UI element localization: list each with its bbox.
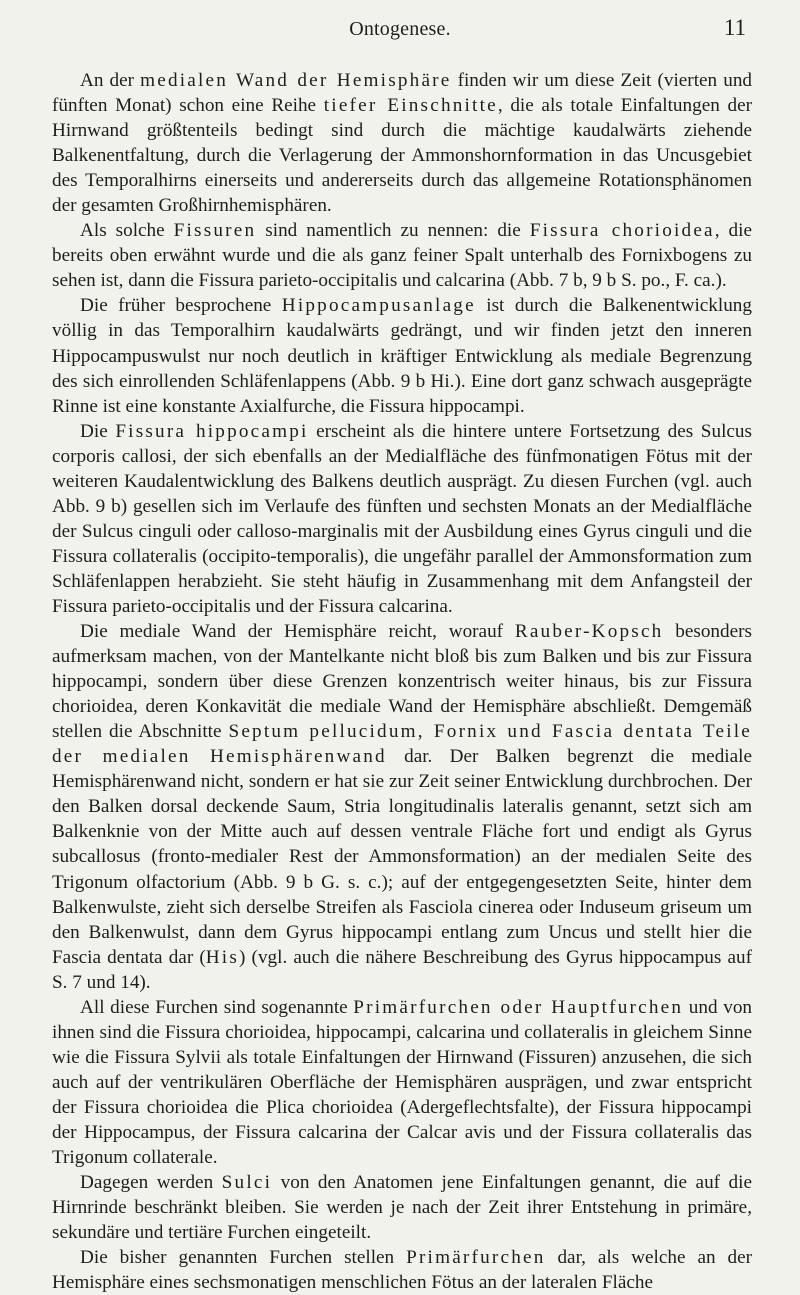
spaced-emphasis: Septum pellucidum, Fornix und Fascia dentata Teile der medialen Hemisphärenwand	[52, 721, 752, 768]
paragraph	[52, 218, 752, 293]
text-run: Die früher besprochene	[80, 295, 282, 317]
paragraph	[52, 995, 752, 1170]
text-run: besonders aufmerksam machen, von der Mantelkante nicht bloß bis zum Balken und bis zur Fissura hippocampi, sondern über diese Grenzen konzentrisch weiter hinaus, bis zur Fissura chorioidea, deren Konkavität die mediale Wand der Hemisphäre abschließt. Demgemäß stellen die Abschnitte	[52, 621, 752, 743]
page-number: 11	[723, 15, 746, 40]
text-run: Dagegen werden	[80, 1172, 222, 1194]
spaced-emphasis: Fissura chorioidea	[529, 220, 715, 242]
spaced-emphasis: Primärfurchen	[406, 1247, 546, 1269]
running-head	[0, 14, 800, 44]
spaced-emphasis: Fissura hippocampi	[115, 420, 309, 442]
text-run: dar. Der Balken begrenzt die mediale Hemisphärenwand nicht, sondern er hat sie zur Zeit seiner Entwicklung durchbrochen. Der den Balken dorsal deckende Saum, Stria longitudinalis lateralis genannt, setzt sich am Balkenknie von der Mitte auch auf dessen ventrale Fläche fort und endigt als Gyrus subcallosus (fronto-medialer Rest der Ammonsformation) an der medialen Seite des Trigonum olfactorium (Abb. 9 b G. s. c.); auf der entgegengesetzten Seite, hinter dem Balkenwulste, zieht sich derselbe Streifen als Fasciola cinerea oder Induseum griseum um den Balkenwulst, dann dem Gyrus hippocampi entlang zum Uncus und stellt hier die Fascia dentata dar (	[52, 746, 752, 968]
text-run: All diese Furchen sind sogenannte	[80, 996, 354, 1018]
text-run: sind namentlich zu nennen: die	[256, 220, 530, 242]
body-text	[52, 68, 752, 1295]
text-run: dar, als welche an der Hemisphäre eines sechsmonatigen menschlichen Fötus an der lateralen Fläche	[52, 1247, 752, 1294]
text-run: , die als totale Einfaltungen der Hirnwand größtenteils bedingt sind durch die mächtige kaudalwärts ziehende Balkenentfaltung, durch die Verlagerung der Ammonshornformation in das Uncusgebiet des Temporalhirns einerseits und andererseits durch das allgemeine Rotationsphänomen der gesamten Großhirnhemisphären.	[52, 95, 752, 217]
text-run: von den Anatomen jene Einfaltungen genannt, die auf die Hirnrinde beschränkt bleiben. Sie werden je nach der Zeit ihrer Entstehung in primäre, sekundäre und tertiäre Furchen eingeteilt.	[52, 1172, 752, 1244]
text-run: An der	[80, 70, 141, 91]
text-run: finden wir um diese Zeit (vierten und fünften Monat) schon eine Reihe	[52, 70, 753, 117]
running-title: Ontogenese.	[349, 18, 451, 40]
spaced-emphasis: tiefer Einschnitte	[323, 95, 498, 117]
text-run: , die bereits oben erwähnt wurde und die als ganz feiner Spalt unterhalb des Fornixbogens zu sehen ist, dann die Fissura parieto-occipitalis und calcarina (Abb. 7 b, 9 b S. po., F. ca.).	[52, 220, 752, 292]
text-run: und von ihnen sind die Fissura chorioidea, hippocampi, calcarina und collateralis in gleichem Sinne wie die Fissura Sylvii als totale Einfaltungen der Hirnwand (Fissuren) anzusehen, die sich auch auf der ventrikulären Oberfläche der Hemisphären ausprägen, und zwar entspricht der Fissura chorioidea die Plica chorioidea (Adergeflechtsfalte), der Fissura hippocampi der Hippocampus, der Fissura calcarina der Calcar avis und der Fissura collateralis das Trigonum collaterale.	[52, 996, 753, 1169]
text-run: erscheint als die hintere untere Fortsetzung des Sulcus corporis callosi, der sich ebenfalls an der Medialfläche des fünfmonatigen Fötus mit der weiteren Kaudalentwicklung des Balkens deutlich ausprägt. Zu diesen Furchen (vgl. auch Abb. 9 b) gesellen sich im Verlaufe des fünften und sechsten Monats an der Medialfläche der Sulcus cinguli oder calloso-marginalis mit der Ausbildung eines Gyrus cinguli und die Fissura collateralis (occipito-temporalis), die ungefähr parallel der Ammonsformation zum Schläfenlappen herabzieht. Sie steht häufig in Zusammenhang mit dem Anfangsteil der Fissura parieto-occipitalis und der Fissura calcarina.	[52, 420, 752, 617]
spaced-emphasis: His	[205, 946, 240, 968]
text-run: Die bisher genannten Furchen stellen	[80, 1247, 407, 1269]
paragraph	[52, 68, 752, 218]
spaced-emphasis: Sulci	[221, 1172, 273, 1194]
text-run: Als solche	[80, 220, 174, 242]
paragraph	[52, 293, 752, 418]
spaced-emphasis: Primärfurchen oder Hauptfurchen	[353, 996, 684, 1018]
spaced-emphasis: Rauber-Kopsch	[514, 621, 664, 643]
text-run: ) (vgl. auch die nähere Beschreibung des Gyrus hippocampus auf S. 7 und 14).	[52, 946, 752, 993]
text-run: Die mediale Wand der Hemisphäre reicht, worauf	[80, 621, 515, 643]
paragraph	[52, 419, 752, 619]
text-run: Die	[80, 420, 116, 442]
paragraph	[52, 1170, 752, 1245]
spaced-emphasis: medialen Wand der Hemisphäre	[140, 70, 452, 91]
text-run: ist durch die Balkenentwicklung völlig in das Temporalhirn kaudalwärts gedrängt, und wir finden jetzt den inneren Hippocampuswulst nur noch deutlich in kräftiger Entwicklung als mediale Begrenzung des sich einrollenden Schläfenlappens (Abb. 9 b Hi.). Eine dort ganz schwach ausgeprägte Rinne ist eine konstante Axialfurche, die Fissura hippocampi.	[52, 295, 752, 417]
paragraph	[52, 619, 752, 995]
spaced-emphasis: Hippocampusanlage	[281, 295, 476, 317]
paragraph	[52, 1245, 752, 1295]
spaced-emphasis: Fissuren	[173, 220, 257, 242]
